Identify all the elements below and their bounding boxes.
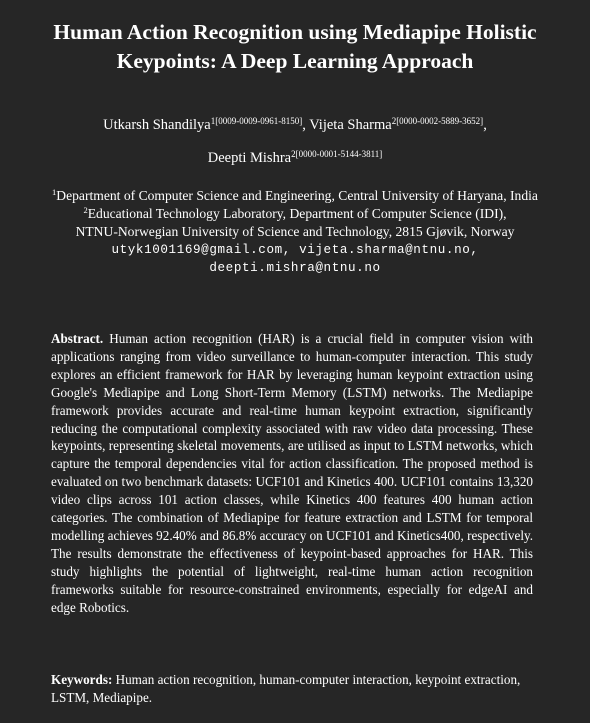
keywords-label: Keywords: (51, 672, 113, 687)
author-list-line-2 (10, 149, 580, 167)
author-separator: , (302, 117, 310, 133)
affiliation-text: NTNU-Norwegian University of Science and Technology, 2815 Gjøvik, Norway (75, 224, 515, 239)
abstract-text: Human action recognition (HAR) is a crucial field in computer vision with applications ranging from video surveillance to human-computer interaction. This study explores an efficient framework for HAR by leveraging human keypoint extraction using Google's Mediapipe and Long Short-Term Memory (LSTM) networks. The Mediapipe framework provides accurate and real-time human keypoint extraction, significantly reducing the computational complexity associated with raw video data processing. These keypoints, representing skeletal movements, are utilised as input to LSTM networks, which capture the temporal dependencies vital for action classification. The proposed method is evaluated on two benchmark datasets: UCF101 and Kinetics 400. UCF101 contains 13,320 video clips across 101 action classes, while Kinetics 400 features 400 human action categories. The combination of Mediapipe for feature extraction and LSTM for temporal modelling achieves 92.40% and 86.8% accuracy on UCF101 and Kinetics400, respectively. The results demonstrate the effectiveness of keypoint-based approaches for HAR. This study highlights the potential of lightweight, real-time human action recognition frameworks suitable for resource-constrained environments, especially for edgeAI and edge Robotics. (51, 331, 533, 615)
abstract-label: Abstract. (51, 331, 104, 346)
author-name: Vijeta Sharma (309, 117, 392, 133)
author-list (10, 116, 580, 134)
email-list-line-1: utyk1001169@gmail.com, vijeta.sharma@ntnu.no, (111, 243, 479, 257)
affiliation-2-continued (4, 223, 586, 241)
keywords-text: Human action recognition, human-computer interaction, keypoint extraction, LSTM, Mediapipe. (51, 672, 521, 705)
author-name: Utkarsh Shandilya (103, 117, 211, 133)
affiliation-marker: 2 (83, 205, 88, 215)
affiliation-2 (4, 205, 586, 223)
abstract (51, 330, 533, 617)
affiliation-text: Educational Technology Laboratory, Department of Computer Science (IDI), (87, 206, 507, 221)
author-separator: , (483, 117, 487, 133)
affiliation-marker: 1 (52, 187, 57, 197)
author-orcid: 1[0009-0009-0961-8150] (210, 116, 303, 126)
title-line-2: Keypoints: A Deep Learning Approach (116, 49, 474, 73)
author-orcid: 2[0000-0001-5144-3811] (291, 149, 383, 159)
affiliation-text: Department of Computer Science and Engineering, Central University of Haryana, India (56, 188, 538, 203)
affiliation-1 (4, 187, 586, 205)
keywords (51, 671, 533, 707)
author-name: Deepti Mishra (207, 150, 292, 166)
author-orcid: 2[0000-0002-5889-3652] (391, 116, 484, 126)
title-line-1: Human Action Recognition using Mediapipe Holistic (53, 20, 537, 44)
paper-title (10, 18, 580, 76)
email-list-line-2: deepti.mishra@ntnu.no (209, 261, 381, 275)
